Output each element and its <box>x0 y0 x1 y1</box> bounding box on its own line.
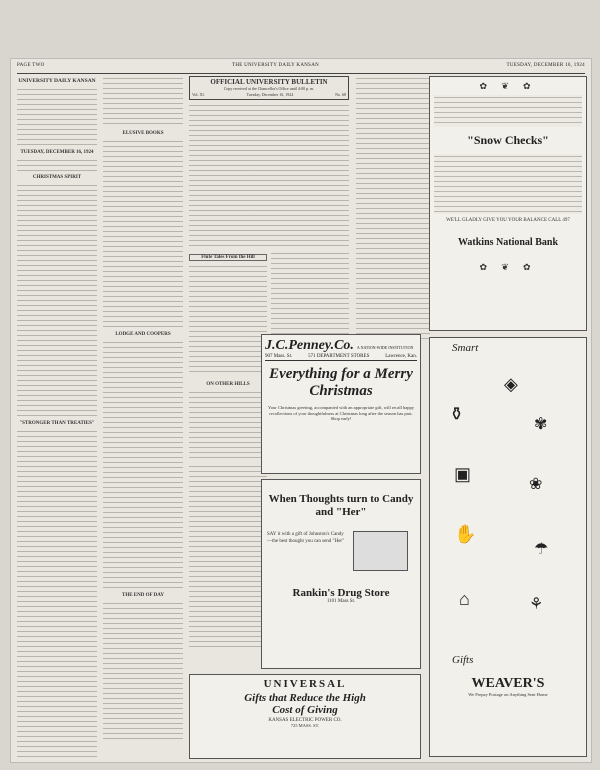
rankin-name: Rankin's Drug Store <box>292 587 390 599</box>
article-misc <box>356 76 430 341</box>
headline-stronger-than-treaties: "STRONGER THAN TREATIES" <box>19 421 95 426</box>
weavers-gifts: Gifts <box>452 654 474 666</box>
penney-headline: Everything for a Merry Christmas <box>269 366 413 399</box>
headline-other-hills: ON OTHER HILLS <box>206 382 250 387</box>
watkins-bank: Watkins National Bank <box>457 237 559 248</box>
article-stronger-than-treaties <box>17 429 97 759</box>
watkins-ad <box>429 76 587 331</box>
bulletin-subtitle: Copy received at the Chancellor's Office until 4:00 p. m. <box>223 86 315 91</box>
watkins-text <box>434 154 582 214</box>
bulletin-header <box>189 76 349 100</box>
bulletin-no: No. 68 <box>335 92 346 97</box>
article-lower-left <box>189 464 267 649</box>
bulletin-title: OFFICIAL UNIVERSITY BULLETIN <box>210 78 328 86</box>
universal-headline: Gifts that Reduce the High Cost of Giving <box>244 692 366 716</box>
gloves-icon: ✋ <box>454 524 477 544</box>
penney-city: Lawrence, Kan. <box>385 354 417 359</box>
universal-address: 725 MASS. ST. <box>290 723 320 728</box>
rankin-body-row <box>267 531 415 571</box>
weavers-tagline: We Prepay Postage on Anything Sent Home <box>468 692 548 697</box>
penney-stores: 571 DEPARTMENT STORES <box>308 354 370 359</box>
column-other-hills <box>189 379 267 461</box>
column-misc <box>356 76 430 341</box>
running-head <box>17 63 585 73</box>
masthead-title: UNIVERSITY DAILY KANSAN <box>18 78 96 84</box>
newspaper-page <box>10 58 592 763</box>
watkins-intro <box>434 95 582 127</box>
penney-body: Your Christmas greeting, accompanied with an appropriate gift, will recall happy recollections of your thoughtfulness at Christmas long after the season has past. Shop early! <box>267 405 414 421</box>
bag-icon: ◈ <box>504 374 518 394</box>
rankin-body: SAY it with a gift of Johnston's Candy—the best thought you can send "Her" <box>267 532 345 544</box>
basket-icon: ⌂ <box>459 589 470 609</box>
penney-tagline: A NATION-WIDE INSTITUTION <box>356 345 414 350</box>
rankin-headline: When Thoughts turn to Candy and "Her" <box>268 493 414 518</box>
flower-icon: ✾ <box>534 416 548 433</box>
universal-company: KANSAS ELECTRIC POWER CO. <box>268 718 342 723</box>
jewel-box-icon: ▣ <box>454 464 472 484</box>
article-christmas-spirit <box>17 183 97 418</box>
bulletin-vol: Vol. XI. <box>192 92 205 97</box>
column-editorial-2 <box>103 76 183 761</box>
scarf-icon: ❀ <box>529 476 543 493</box>
headline-christmas-spirit: CHRISTMAS SPIRIT <box>32 175 82 180</box>
headline-flute-tales: Flute Tales From the Hill <box>189 254 267 261</box>
rankin-ad <box>261 479 421 669</box>
holly-border-bottom: ✿ ❦ ✿ <box>479 262 537 272</box>
weavers-name: WEAVER'S <box>471 676 545 691</box>
paper-title: THE UNIVERSITY DAILY KANSAN <box>231 63 320 68</box>
penney-address-row <box>265 354 417 361</box>
issue-date: TUESDAY, DECEMBER 16, 1924 <box>506 63 585 68</box>
universal-ad <box>189 674 421 759</box>
gift-illustrations <box>434 354 582 654</box>
holly-border-top: ✿ ❦ ✿ <box>479 81 537 91</box>
headline-end-of-day: THE END OF DAY <box>122 593 164 598</box>
weavers-smart: Smart <box>452 342 479 354</box>
vase-icon: ⚘ <box>529 596 544 613</box>
article-lodge-and-coopers <box>103 340 183 590</box>
umbrella-icon: ☂ <box>534 541 549 558</box>
article-continued <box>103 76 183 128</box>
vanity-set-icon: ⚱ <box>449 404 465 424</box>
page-number: PAGE TWO <box>17 63 45 68</box>
article-other-hills <box>189 390 267 460</box>
penney-address: 907 Mass. St. <box>265 354 293 359</box>
headline-elusive-books: ELUSIVE BOOKS <box>122 131 164 136</box>
article-elusive-books <box>103 139 183 329</box>
penney-logo-row <box>265 338 417 354</box>
candy-box-picture <box>353 531 408 571</box>
bulletin-meta <box>192 92 346 97</box>
headline-lodge-and-coopers: LODGE AND COOPERS <box>115 332 171 337</box>
article-flute-tales <box>189 264 267 374</box>
column-editorial <box>17 76 97 761</box>
rankin-address: 1101 Mass St. <box>326 599 356 604</box>
penney-ad <box>261 334 421 474</box>
watkins-slogan: WE'LL GLADLY GIVE YOU YOUR BALANCE CALL 497 <box>446 218 570 223</box>
masthead-date: TUESDAY, DECEMBER 16, 1924 <box>20 150 94 155</box>
header-rule <box>17 73 585 74</box>
masthead-text <box>17 87 97 147</box>
bulletin-date: Tuesday, December 16, 1924 <box>246 92 294 97</box>
universal-brand: UNIVERSAL <box>263 678 347 690</box>
poem-end-of-day <box>103 601 183 741</box>
masthead-note <box>17 158 97 172</box>
column-lower-left <box>189 464 267 649</box>
watkins-headline: "Snow Checks" <box>467 133 549 147</box>
column-bulletin <box>189 76 349 376</box>
weavers-ad <box>429 337 587 757</box>
bulletin-notices <box>189 103 349 248</box>
penney-logo: J.C.Penney.Co. <box>265 338 354 353</box>
